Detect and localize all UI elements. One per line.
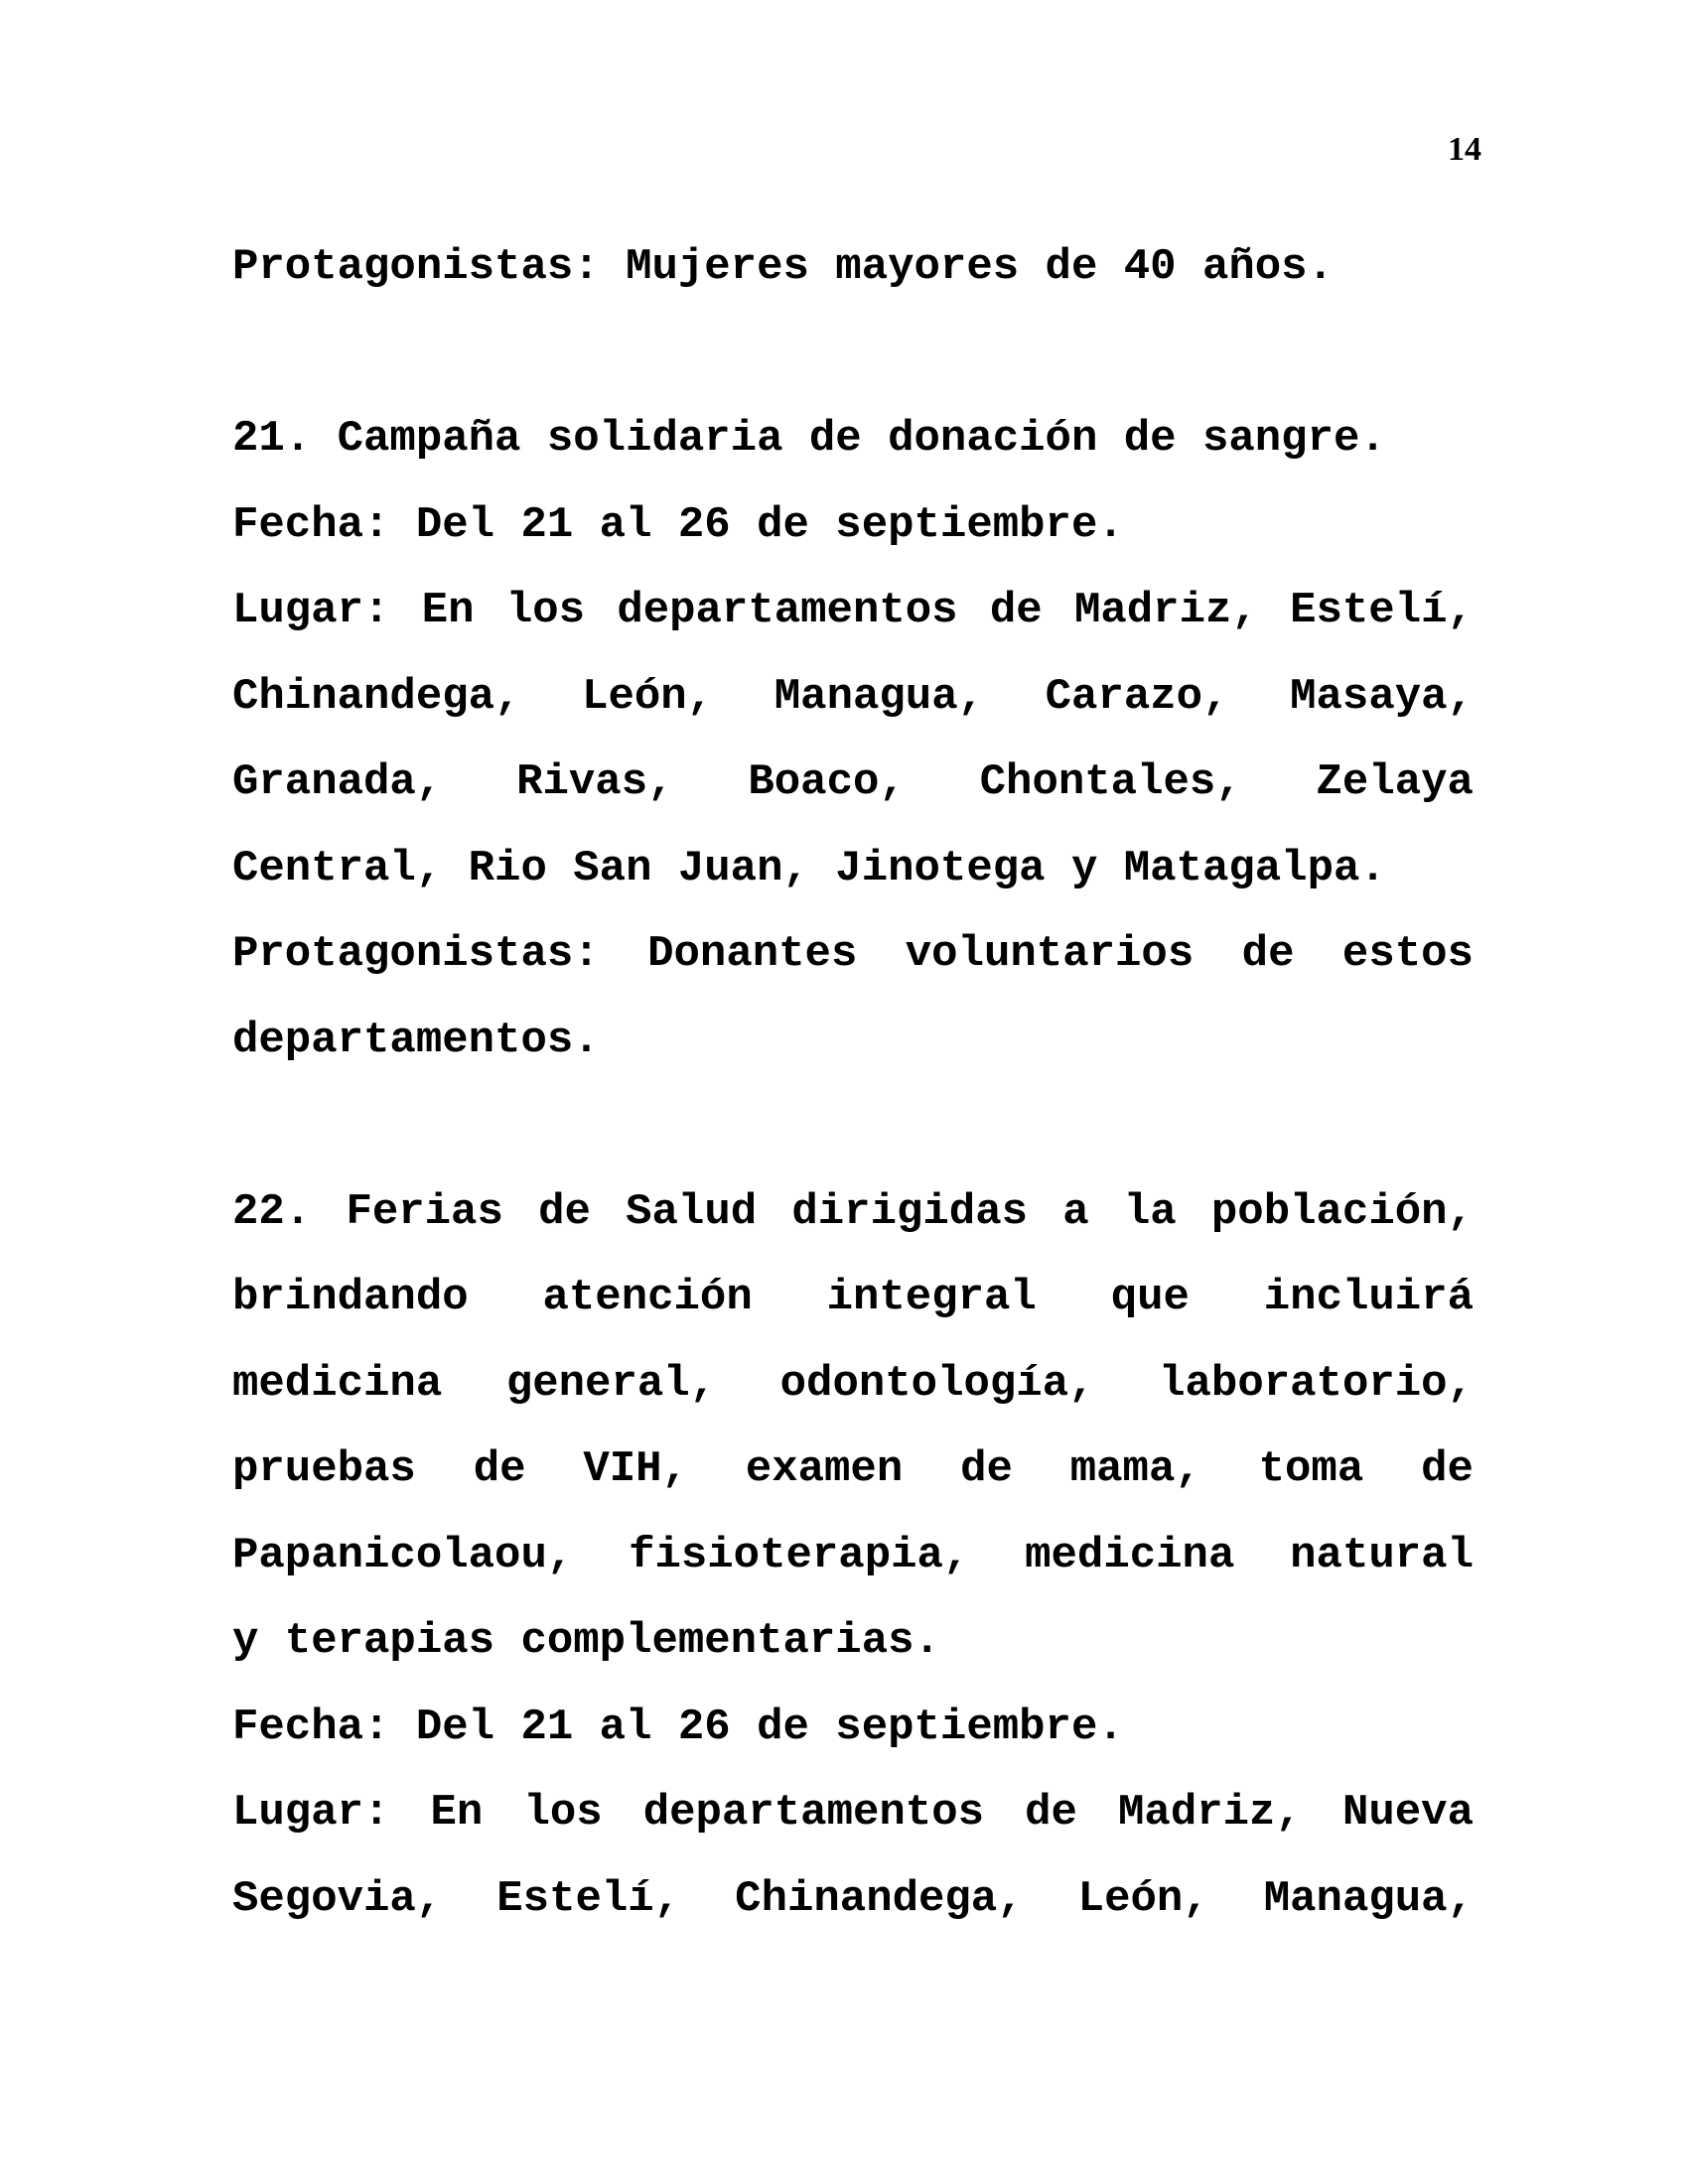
item-22-title-line (232, 1255, 1474, 1341)
word: odontología, (779, 1358, 1095, 1409)
word: a (1062, 1186, 1089, 1237)
word: León, (582, 671, 714, 722)
word: de (960, 1444, 1013, 1494)
word: Carazo, (1045, 671, 1229, 722)
word: brindando (232, 1273, 469, 1322)
word: departamentos (617, 586, 958, 635)
word: Boaco, (748, 757, 906, 807)
word: departamentos (642, 1788, 985, 1838)
word: En (421, 586, 475, 635)
word: León, (1077, 1873, 1209, 1924)
word: En (430, 1788, 484, 1838)
item-22-title-line (232, 1427, 1474, 1513)
word: de (473, 1444, 526, 1494)
item-21-protagonists-line (232, 911, 1474, 998)
word: Zelaya (1316, 757, 1474, 807)
word: Salud (626, 1186, 758, 1237)
item-22-title-line (232, 1513, 1474, 1599)
item-21-place-line (232, 654, 1474, 741)
paragraph-gap (232, 311, 1474, 397)
item-21-place-line (232, 740, 1474, 826)
word: de (989, 586, 1043, 635)
word: Lugar: (232, 1788, 390, 1838)
word: integral (826, 1273, 1037, 1322)
word: fisioterapia, (629, 1530, 970, 1580)
word: Donantes (647, 929, 858, 979)
word: voluntarios (905, 929, 1195, 979)
word: Nueva (1341, 1788, 1474, 1838)
word: pruebas (232, 1444, 416, 1494)
word: Segovia, (232, 1873, 443, 1924)
word: Estelí, (496, 1873, 681, 1924)
item-21-place-line (232, 568, 1474, 654)
word: VIH, (583, 1444, 688, 1494)
word: general, (505, 1358, 717, 1409)
word: Managua, (1263, 1873, 1474, 1924)
word: de (1025, 1788, 1077, 1838)
word: Rivas, (516, 757, 674, 807)
word: Madriz, (1073, 586, 1258, 635)
word: los (505, 586, 586, 635)
word: Masaya, (1290, 671, 1474, 722)
word: de (1421, 1444, 1474, 1494)
word: toma (1258, 1444, 1364, 1494)
word: Lugar: (232, 586, 390, 635)
word: incluirá (1263, 1273, 1474, 1322)
item-21-date: Fecha: Del 21 al 26 de septiembre. (232, 499, 1124, 550)
item-22-title-line (232, 1169, 1474, 1256)
word: Chinandega, (735, 1873, 1024, 1924)
item-21-protagonists-line: departamentos. (232, 1015, 600, 1065)
word: Managua, (774, 671, 984, 722)
word: Ferias (346, 1186, 503, 1237)
word: 22. (232, 1186, 312, 1237)
word: Protagonistas: (232, 929, 600, 979)
item-22-place-line (232, 1856, 1474, 1943)
item-22-place-line (232, 1770, 1474, 1856)
word: medicina (232, 1358, 443, 1409)
word: población, (1210, 1186, 1474, 1237)
word: laboratorio, (1159, 1358, 1474, 1409)
word: estos (1341, 929, 1474, 979)
word: Estelí, (1290, 586, 1474, 635)
item-22-date: Fecha: Del 21 al 26 de septiembre. (232, 1702, 1124, 1752)
item-21-place-line: Central, Rio San Juan, Jinotega y Matagalpa. (232, 843, 1386, 893)
word: medicina (1025, 1530, 1235, 1580)
word: la (1123, 1186, 1177, 1237)
word: Papanicolaou, (232, 1530, 574, 1580)
word: dirigidas (791, 1186, 1029, 1237)
word: Madriz, (1118, 1788, 1302, 1838)
item-22-title-line (232, 1341, 1474, 1428)
paragraph-gap (232, 1083, 1474, 1169)
word: que (1110, 1273, 1190, 1322)
document-body (232, 224, 1474, 1942)
item-22-title-line: y terapias complementarias. (232, 1616, 940, 1666)
word: atención (542, 1273, 753, 1322)
word: Chinandega, (232, 671, 521, 722)
word: de (538, 1186, 591, 1237)
word: natural (1290, 1530, 1474, 1580)
item-21-title: 21. Campaña solidaria de donación de sangre. (232, 414, 1386, 464)
word: Granada, (232, 757, 443, 807)
word: examen (745, 1444, 904, 1494)
word: de (1241, 929, 1295, 979)
word: los (523, 1788, 603, 1838)
word: mama, (1069, 1444, 1201, 1494)
word: Chontales, (979, 757, 1242, 807)
page-number: 14 (1448, 131, 1481, 168)
text-line: Protagonistas: Mujeres mayores de 40 años. (232, 242, 1334, 292)
